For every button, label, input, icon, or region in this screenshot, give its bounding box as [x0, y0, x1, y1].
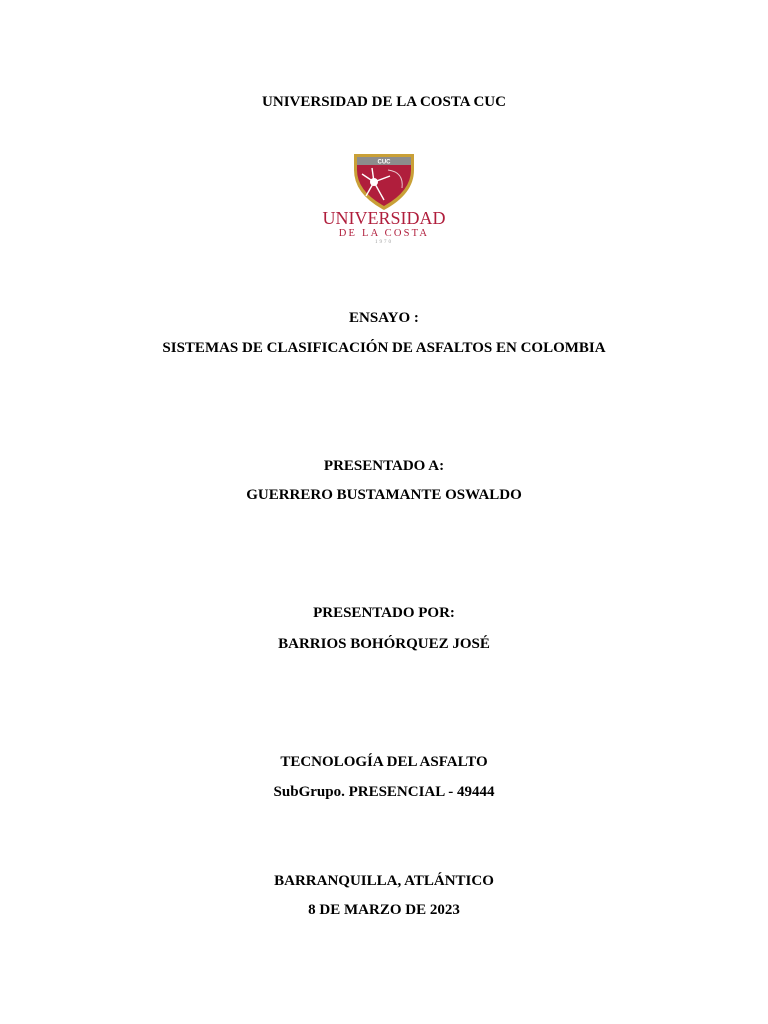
presented-by-label: PRESENTADO POR: [313, 605, 455, 621]
institution-heading: UNIVERSIDAD DE LA COSTA CUC [262, 94, 506, 110]
course-name: TECNOLOGÍA DEL ASFALTO [280, 754, 488, 770]
essay-title: SISTEMAS DE CLASIFICACIÓN DE ASFALTOS EN COLOMBIA [162, 340, 606, 356]
university-logo [318, 148, 450, 244]
logo-name: UNIVERSIDAD [322, 208, 446, 228]
presented-to-name: GUERRERO BUSTAMANTE OSWALDO [246, 487, 522, 503]
course-subgroup: SubGrupo. PRESENCIAL - 49444 [273, 784, 495, 800]
date: 8 DE MARZO DE 2023 [308, 902, 460, 918]
shield-text: CUC [377, 159, 391, 166]
presented-by-name: BARRIOS BOHÓRQUEZ JOSÉ [278, 636, 490, 652]
logo-tagline: DE LA COSTA [338, 228, 430, 239]
logo-year: 1970 [375, 240, 393, 244]
presented-to-label: PRESENTADO A: [323, 458, 445, 474]
location: BARRANQUILLA, ATLÁNTICO [274, 873, 494, 889]
essay-label: ENSAYO : [349, 310, 419, 326]
